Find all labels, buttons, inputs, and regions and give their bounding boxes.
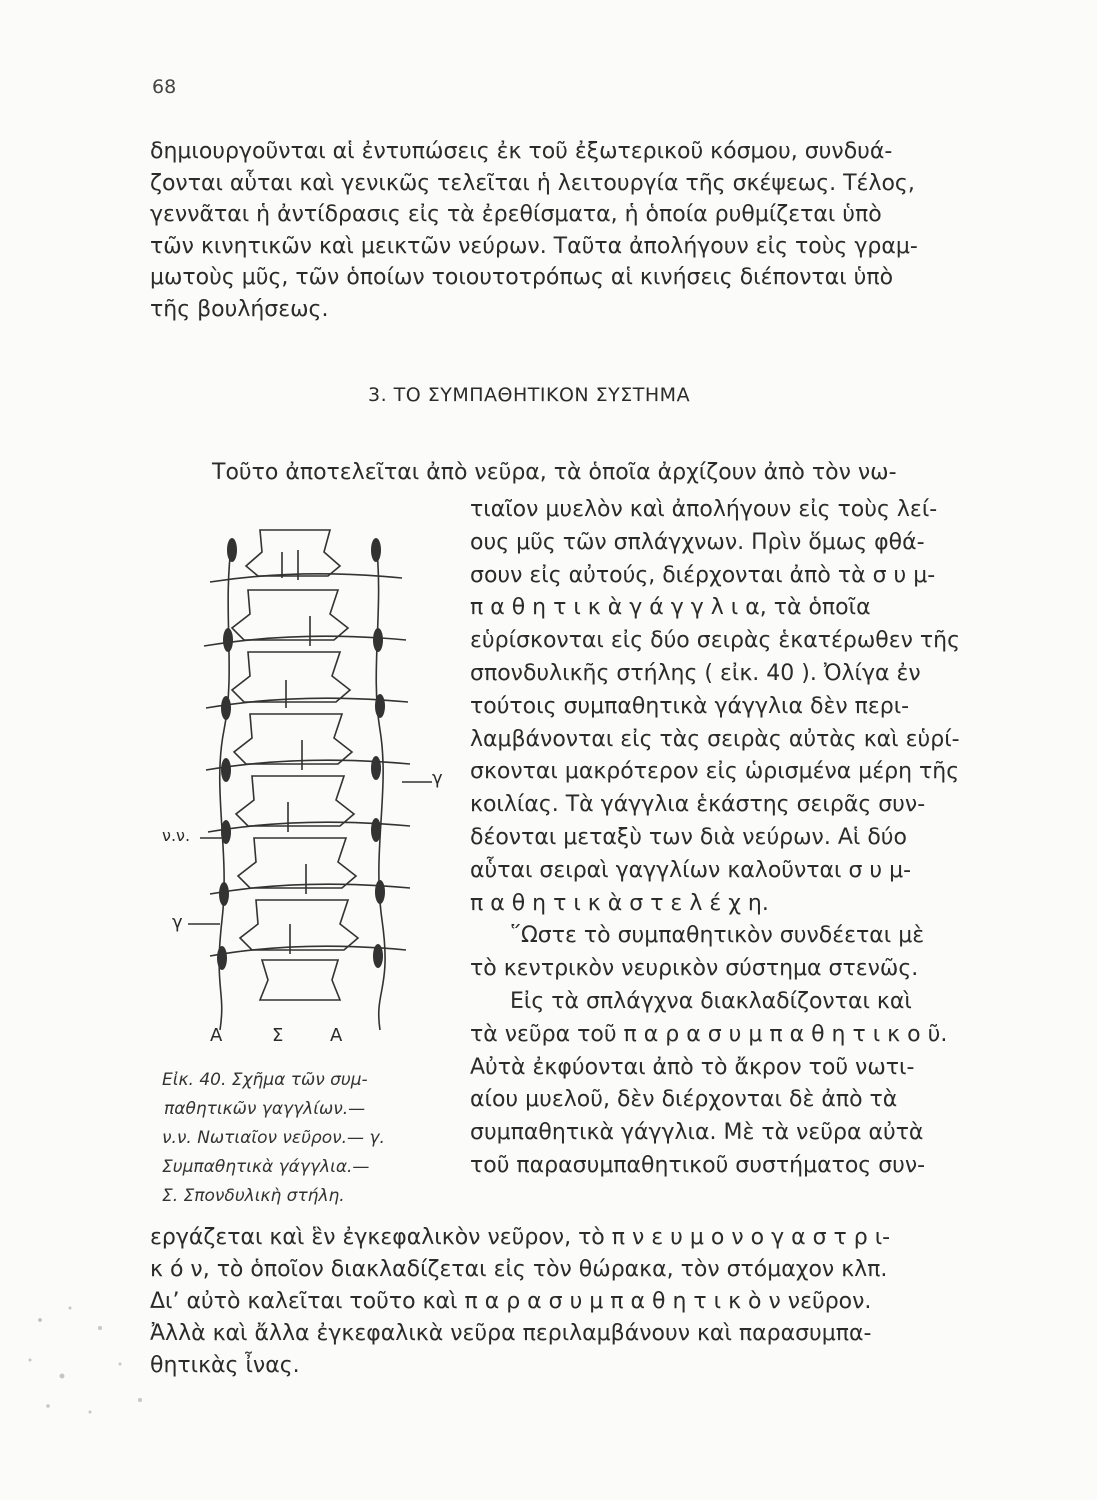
text-line: σκονται μακρότερον εἰς ὡρισμένα μέρη τῆς <box>470 759 960 785</box>
vertebra <box>238 838 356 888</box>
vertebra <box>232 590 348 640</box>
text-line: τούτοις συμπαθητικὰ γάγγλια δὲν περι- <box>470 693 910 719</box>
text-line: δέονται μεταξὺ των διὰ νεύρων. Αἱ δύο <box>470 824 907 850</box>
figure-label-bottom-left: Α <box>210 1025 223 1046</box>
text-line: τοῦ παρασυμπαθητικοῦ συστήματος συν- <box>470 1152 926 1178</box>
text-line: δημιουργοῦνται αἱ ἐντυπώσεις ἐκ τοῦ ἐξωτερικοῦ κόσμου, συνδυά- <box>150 139 893 164</box>
text-line: τὸ κεντρικὸν νευρικὸν σύστημα στενῶς. <box>470 956 919 982</box>
paper-stain <box>0 1280 170 1450</box>
figure-40 <box>162 520 443 1055</box>
text-line: Εἰς τὰ σπλάγχνα διακλαδίζονται καὶ <box>510 988 912 1014</box>
text-line: Δι’ αὐτὸ καλεῖται τοῦτο καὶ π α ρ α σ υ μ π α θ η τ ι κ ὸ ν νεῦρον. <box>150 1289 872 1314</box>
text-line: σπονδυλικῆς στήλης ( εἰκ. 40 ). Ὀλίγα ἐν <box>470 660 921 686</box>
figure-label-bottom-right: Α <box>330 1025 343 1046</box>
text-line: αὗται σειραὶ γαγγλίων καλοῦνται σ υ μ- <box>470 857 912 883</box>
text-line: τὰ νεῦρα τοῦ π α ρ α σ υ μ π α θ η τ ι κ ο ῦ. <box>470 1021 948 1047</box>
text-line: εργάζεται καὶ ἓν ἐγκεφαλικὸν νεῦρον, τὸ π ν ε υ μ ο ν ο γ α σ τ ρ ι- <box>150 1225 891 1250</box>
text-line: κοιλίας. Τὰ γάγγλια ἑκάστης σειρᾶς συν- <box>470 792 926 818</box>
vertebra <box>236 776 354 826</box>
caption-line: Σ. Σπονδυλικὴ στήλη. <box>162 1186 345 1206</box>
intro-paragraph <box>150 136 990 325</box>
figure-caption <box>162 1066 432 1211</box>
figure-label-gamma-left: γ <box>172 912 183 933</box>
text-line: τιαῖον μυελὸν καὶ ἀπολήγουν εἰς τοὺς λεί- <box>470 497 938 522</box>
text-line: ῞Ωστε τὸ συμπαθητικὸν συνδέεται μὲ <box>510 923 925 949</box>
right-column-text <box>470 494 990 1183</box>
page-number: 68 <box>152 76 177 98</box>
figure-label-gamma-right: γ <box>432 768 443 789</box>
caption-line: ν.ν. Νωτιαῖον νεῦρον.— γ. <box>162 1128 385 1148</box>
text-line: Ἀλλὰ καὶ ἄλλα ἐγκεφαλικὰ νεῦρα περιλαμβάνουν καὶ παρασυμπα- <box>150 1321 872 1346</box>
text-line: π α θ η τ ι κ ὰ σ τ ε λ έ χ η. <box>470 890 769 916</box>
text-line: εὑρίσκονται εἰς δύο σειρὰς ἑκατέρωθεν τῆς <box>470 628 961 654</box>
vertebra <box>240 900 358 950</box>
text-line: ζονται αὗται καὶ γενικῶς τελεῖται ἡ λειτουργία τῆς σκέψεως. Τέλος, <box>150 170 915 196</box>
text-line: λαμβάνονται εἰς τὰς σειρὰς αὐτὰς καὶ εὑρί- <box>470 726 960 752</box>
text-line: τῆς βουλήσεως. <box>150 296 329 322</box>
spine-illustration <box>170 520 440 1055</box>
text-line: τῶν κινητικῶν καὶ μεικτῶν νεύρων. Ταῦτα ἀπολήγουν εἰς τοὺς γραμ- <box>150 233 918 259</box>
text-line: π α θ η τ ι κ ὰ γ ά γ γ λ ι α, τὰ ὁποῖα <box>470 595 871 621</box>
vertebra <box>260 960 340 1000</box>
bottom-text <box>150 1222 990 1382</box>
text-line: θητικὰς ἶνας. <box>150 1353 300 1378</box>
text-line: σουν εἰς αὐτούς, διέρχονται ἀπὸ τὰ σ υ μ- <box>470 562 936 588</box>
text-line: αίου μυελοῦ, δὲν διέρχονται δὲ ἀπὸ τὰ <box>470 1087 898 1113</box>
text-line: μωτοὺς μῦς, τῶν ὁποίων τοιουτοτρόπως αἱ κινήσεις διέπονται ὑπὸ <box>150 265 894 290</box>
text-line: κ ό ν, τὸ ὁποῖον διακλαδίζεται εἰς τὸν θώρακα, τὸν στόμαχον κλπ. <box>150 1257 888 1282</box>
figure-label-bottom-mid: Σ <box>272 1025 284 1046</box>
figure-label-vv: ν.ν. <box>162 826 191 845</box>
vertebra <box>246 530 340 576</box>
caption-line: Εἰκ. 40. Σχῆμα τῶν συμ- <box>162 1070 368 1090</box>
text-line: Τοῦτο ἀποτελεῖται ἀπὸ νεῦρα, τὰ ὁποῖα ἀρχίζουν ἀπὸ τὸν νω- <box>212 460 897 485</box>
text-line: γεννᾶται ἡ ἀντίδρασις εἰς τὰ ἐρεθίσματα, ἡ ὁποία ρυθμίζεται ὑπὸ <box>150 202 882 227</box>
text-line: συμπαθητικὰ γάγγλια. Μὲ τὰ νεῦρα αὐτὰ <box>470 1120 924 1146</box>
text-line: Αὐτὰ ἐκφύονται ἀπὸ τὸ ἄκρον τοῦ νωτι- <box>470 1054 915 1080</box>
section-heading: 3. ΤΟ ΣΥΜΠΑΘΗΤΙΚΟΝ ΣΥΣΤΗΜΑ <box>368 384 691 406</box>
caption-line: παθητικῶν γαγγλίων.— <box>164 1099 366 1119</box>
vertebra <box>234 714 352 764</box>
vertebra <box>232 652 350 702</box>
caption-line: Συμπαθητικὰ γάγγλια.— <box>162 1157 370 1177</box>
text-line: ους μῦς τῶν σπλάγχνων. Πρὶν ὅμως φθά- <box>470 529 925 555</box>
